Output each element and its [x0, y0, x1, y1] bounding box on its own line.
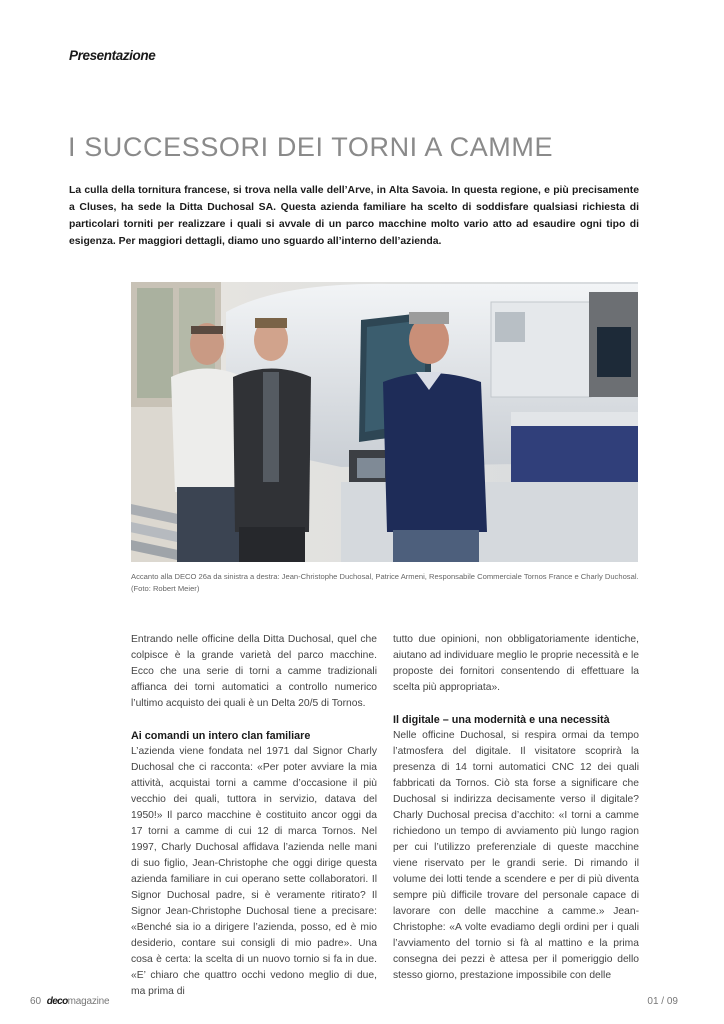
subheading: Il digitale – una modernità e una necessità — [393, 714, 610, 726]
article-photo — [131, 282, 638, 562]
article-lead: La culla della tornitura francese, si trova nella valle dell’Arve, in Alta Savoia. In questa regione, e più precisamente a Cluses, ha sede la Ditta Duchosal SA. Questa azienda familiare ha scelto di soddisfare qualsiasi richiesta di particolari torniti per realizzare i quali si avvale di un parco macchine molto vario atto ad esaudire ogni tipo di esigenza. Per maggiori dettagli, diamo uno sguardo all’interno dell’azienda. — [69, 185, 639, 247]
paragraph: L’azienda viene fondata nel 1971 dal Signor Charly Duchosal che ci racconta: «Per poter avviare la mia attività, acquistai torni a camme d’occasione il più vecchio dei quali, tuttora in servizio, datava del 1950!» Il parco macchine è costituito ancor oggi da 17 torni a camme di cui 12 di marca Tornos. Nel 1997, Charly Duchosal affidava l’azienda nelle mani di suo figlio, Jean-Christophe che oggi dirige questa azienda familiare in cui operano sette collaboratori. Il Signor Duchosal padre, si è veramente ritirato? Il Signor Jean-Christophe Duchosal tiene a precisare: «Benché sia io a dirigere l’azienda, posso, ed è mio desiderio, contare sui consigli di mio padre». Una cosa è certa: la scelta di un nuovo tornio si fa in due. «E’ chiaro che quattro occhi vedono meglio di due, ma prima di — [131, 746, 377, 997]
paragraph: Entrando nelle officine della Ditta Duchosal, quel che colpisce è la grande varietà del parco macchine. Ecco che una serie di torni a camme tradizionali affianca dei torni automatici a controllo numerico l’ultimo acquisto dei quali è un Delta 20/5 di Tornos. — [131, 634, 377, 709]
brand-logo: deco — [46, 996, 68, 1007]
photo-caption-text: Accanto alla DECO 26a da sinistra a destra: Jean-Christophe Duchosal, Patrice Armeni, Responsabile Commerciale Tornos France e Charly Duchosal. — [131, 572, 639, 581]
footer-left — [30, 996, 109, 1007]
article-column-left — [131, 632, 377, 1000]
subheading: Ai comandi un intero clan familiare — [131, 730, 311, 742]
issue-number: 01 / 09 — [647, 996, 678, 1007]
article-headline: I SUCCESSORI DEI TORNI A CAMME — [68, 132, 554, 162]
photo-credit: (Foto: Robert Meier) — [131, 584, 200, 593]
section-label: Presentazione — [69, 48, 156, 63]
brand-logo-suffix: magazine — [67, 996, 110, 1007]
article-column-right — [393, 632, 639, 984]
paragraph: tutto due opinioni, non obbligatoriamente identiche, aiutano ad individuare meglio le proprie necessità e le proposte dei fornitori consentendo di effettuare la scelta più appropriata». — [393, 634, 639, 693]
photo-caption — [131, 571, 641, 595]
paragraph: Nelle officine Duchosal, si respira ormai da tempo l’atmosfera del digitale. Il visitatore scoprirà la presenza di 14 torni automatici CNC 12 dei quali fabbricati da Tornos. Ciò sta forse a significare che Duchosal si indirizza decisamente verso il digitale? Charly Duchosal precisa d’acchito: «I torni a camme richiedono un tempo di avviamento più lungo ragion per cui l’utilizzo preferenziale di queste macchine viene riservato per le grandi serie. Di rimando il volume dei lotti tende a scendere e per di più diventa sempre più difficile trovare del personale capace di lavorare con delle macchine a camme.» Jean-Christophe: «A volte evadiamo degli ordini per i quali l’avviamento del tornio si fà al mattino e la prima consegna dei pezzi è attesa per il pomeriggio dello stesso giorno, prestazione impossibile con delle — [393, 730, 639, 981]
page-number: 60 — [30, 996, 42, 1007]
